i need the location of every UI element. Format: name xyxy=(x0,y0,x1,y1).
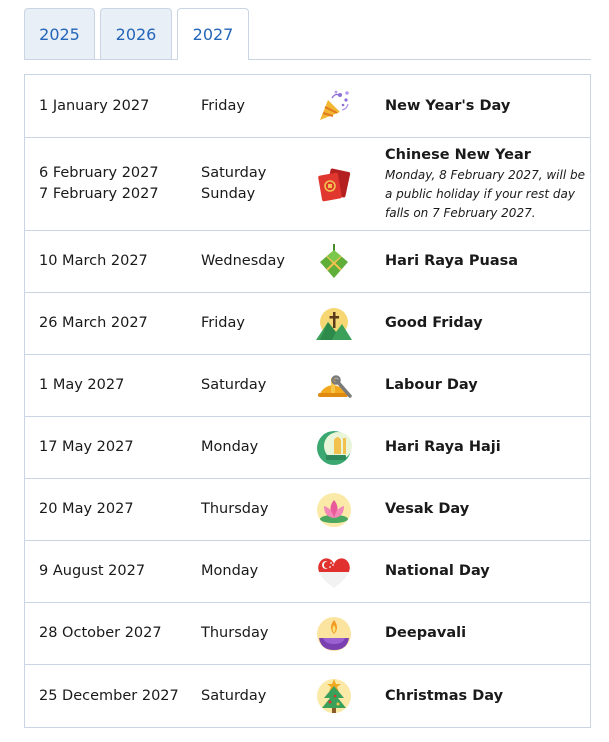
name-cell xyxy=(385,75,585,137)
date-text: 7 February 2027 xyxy=(39,186,159,202)
day-cell xyxy=(201,541,311,602)
table-row xyxy=(25,602,590,664)
date-text: 9 August 2027 xyxy=(39,563,146,579)
tab-2027[interactable] xyxy=(177,8,249,60)
tab-label: 2027 xyxy=(192,25,234,44)
table-row xyxy=(25,478,590,540)
tab-label: 2026 xyxy=(115,24,157,44)
table-row xyxy=(25,230,590,292)
date-cell xyxy=(39,417,199,478)
day-text: Wednesday xyxy=(201,253,285,269)
day-text: Saturday xyxy=(201,687,267,704)
holiday-name: New Year's Day xyxy=(385,97,511,114)
date-text: 10 March 2027 xyxy=(39,253,148,269)
icon-cell xyxy=(312,665,356,727)
date-text: 20 May 2027 xyxy=(39,501,134,517)
cross-hill-icon xyxy=(314,304,354,344)
date-cell xyxy=(39,293,199,354)
name-cell xyxy=(385,417,585,478)
day-text: Saturday xyxy=(201,377,267,393)
singapore-heart-icon xyxy=(314,552,354,592)
day-cell xyxy=(201,603,311,664)
holiday-name: Deepavali xyxy=(385,625,467,641)
holiday-name: Hari Raya Haji xyxy=(385,439,501,455)
red-packet-icon xyxy=(314,164,354,204)
day-cell xyxy=(201,75,311,137)
icon-cell xyxy=(312,231,356,292)
day-cell xyxy=(201,138,311,230)
icon-cell xyxy=(312,75,356,137)
day-text: Saturday xyxy=(201,165,267,181)
date-cell xyxy=(39,603,199,664)
hard-hat-icon xyxy=(314,366,354,406)
day-cell xyxy=(201,355,311,416)
christmas-tree-icon xyxy=(314,676,354,716)
date-text: 1 May 2027 xyxy=(39,377,125,393)
date-text: 25 December 2027 xyxy=(39,687,179,704)
ketupat-icon xyxy=(314,242,354,282)
holiday-note: Monday, 8 February 2027, will be a public holiday if your rest day falls on 7 February 2027. xyxy=(385,168,585,220)
year-tabs xyxy=(24,8,591,60)
day-cell xyxy=(201,231,311,292)
holiday-name: Good Friday xyxy=(385,315,483,331)
date-cell xyxy=(39,75,199,137)
name-cell xyxy=(385,541,585,602)
day-cell xyxy=(201,665,311,727)
day-cell xyxy=(201,417,311,478)
icon-cell xyxy=(312,417,356,478)
day-cell xyxy=(201,293,311,354)
holiday-name: Chinese New Year xyxy=(385,147,531,163)
date-text: 1 January 2027 xyxy=(39,97,150,114)
icon-cell xyxy=(312,355,356,416)
mosque-crescent-icon xyxy=(314,428,354,468)
name-cell xyxy=(385,479,585,540)
table-row xyxy=(25,75,590,137)
lotus-icon xyxy=(314,490,354,530)
table-row xyxy=(25,292,590,354)
icon-cell xyxy=(312,479,356,540)
holiday-table xyxy=(24,74,591,728)
name-cell xyxy=(385,293,585,354)
date-cell xyxy=(39,355,199,416)
name-cell xyxy=(385,355,585,416)
day-text: Friday xyxy=(201,315,245,331)
day-text: Thursday xyxy=(201,625,269,641)
holiday-name: Labour Day xyxy=(385,377,478,393)
holiday-name: Christmas Day xyxy=(385,687,504,704)
day-text: Thursday xyxy=(201,501,269,517)
tab-label: 2025 xyxy=(39,24,80,44)
date-cell xyxy=(39,231,199,292)
date-cell xyxy=(39,541,199,602)
party-popper-icon xyxy=(314,86,354,126)
table-row xyxy=(25,540,590,602)
holiday-name: National Day xyxy=(385,563,490,579)
day-text: Sunday xyxy=(201,186,256,202)
day-text: Monday xyxy=(201,439,259,455)
date-text: 28 October 2027 xyxy=(39,625,162,641)
tab-2026[interactable] xyxy=(100,8,172,59)
table-row xyxy=(25,354,590,416)
table-row xyxy=(25,664,590,727)
date-text: 26 March 2027 xyxy=(39,315,148,331)
name-cell xyxy=(385,603,585,664)
date-cell xyxy=(39,665,199,727)
day-cell xyxy=(201,479,311,540)
holiday-name: Hari Raya Puasa xyxy=(385,253,519,269)
icon-cell xyxy=(312,293,356,354)
icon-cell xyxy=(312,603,356,664)
table-row xyxy=(25,416,590,478)
diya-lamp-icon xyxy=(314,614,354,654)
holiday-name: Vesak Day xyxy=(385,501,470,517)
date-cell xyxy=(39,138,199,230)
tab-2025[interactable] xyxy=(24,8,95,59)
name-cell xyxy=(385,138,585,230)
name-cell xyxy=(385,665,585,727)
icon-cell xyxy=(312,541,356,602)
icon-cell xyxy=(312,138,356,230)
day-text: Friday xyxy=(201,97,245,114)
date-text: 17 May 2027 xyxy=(39,439,134,455)
table-row xyxy=(25,137,590,230)
day-text: Monday xyxy=(201,563,259,579)
date-text: 6 February 2027 xyxy=(39,165,159,181)
date-cell xyxy=(39,479,199,540)
name-cell xyxy=(385,231,585,292)
